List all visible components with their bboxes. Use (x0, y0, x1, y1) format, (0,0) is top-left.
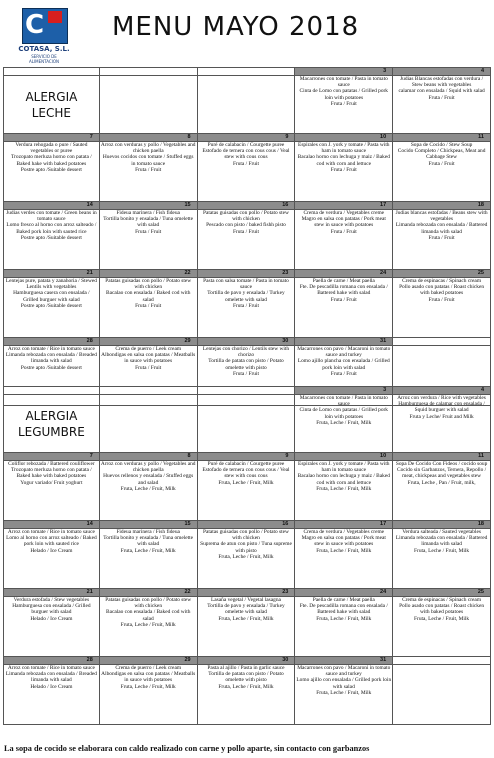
menu-dish-line: Patatas guisadas con pollo / Potato stew with chicken (203, 210, 289, 223)
day-number: 7 (4, 453, 100, 461)
menu-dish-line: Macarrones con pavo / Macaroni in tomato sauce and turkey (297, 346, 391, 359)
menu-dish-line: Fruta, Leche / Fruit, Milk (316, 615, 372, 622)
menu-dish-line: Judias verdes con tomate / Green beans in tomato sauce (6, 210, 97, 223)
day-number: 10 (295, 134, 393, 142)
menu-dish-line: Fruta / Fruit (428, 296, 455, 303)
menu-dish-line: Fruta / Fruit (135, 364, 162, 371)
menu-day-cell (393, 395, 491, 453)
menu-dish-line: Arroz con verdura / Rice with vegetables (397, 395, 486, 401)
day-number-row (4, 521, 491, 529)
menu-dish-line: Crema de verdura / Vegetables creme (303, 529, 385, 535)
day-number (393, 338, 491, 346)
menu-dish-line: Lentejas pure, patata y zanahoria / Stewed Lentils with vegetables (5, 278, 97, 291)
day-number: 10 (295, 453, 393, 461)
day-number: 16 (197, 202, 295, 210)
day-number (393, 657, 491, 665)
menu-dish-line: Fruta, Leche / Fruit, Milk (316, 689, 372, 696)
menu-dish-line: Fruta, Leche / Fruit, Milk (414, 615, 470, 622)
day-number-row (4, 387, 491, 395)
day-number: 29 (99, 338, 197, 346)
logo-letter: C (25, 10, 45, 40)
menu-dish-line: Huevos cocidos con tomate / Stuffed eggs in tomato sauce (102, 154, 194, 167)
menu-dish-line: Pollo asado con patatas / Roast chicken with baked potatoes (399, 284, 485, 297)
menu-day-cell (295, 210, 393, 270)
day-number: 9 (197, 134, 295, 142)
menu-dish-line: Puré de calabacin / Courgette puree (207, 142, 285, 148)
menu-dish-line: Trozopato merluza horno con patata / Baked hake with baked potatoes (10, 467, 92, 480)
menu-dish-line: Verdura rehogada o pure / Sauted vegetables or puree (15, 142, 88, 155)
menu-dish-line: Huevos rellenos y ensalada / Stuffed eggs and salad (103, 473, 194, 486)
menu-dish-line: Fruta / Fruit (428, 234, 455, 241)
menu-week-row (4, 461, 491, 521)
menu-dish-line: Albondigas en salsa con patatas / Meatballs in sauce with potatoes (101, 352, 196, 365)
menu-dish-line: Paella de carne / Meat paella (312, 597, 375, 603)
menu-dish-line: Fruta, Leche / Fruit, Milk (120, 485, 176, 492)
menu-day-cell (393, 597, 491, 657)
menu-dish-line: Fte. De pescadilla romana con ensalada / Battered hake with salad (299, 603, 388, 616)
day-number: 22 (99, 589, 197, 597)
menu-dish-line: Tortilla bonito y ensalada / Tuna omelette with salad (103, 535, 194, 548)
menu-dish-line: Fruta, Leche / Fruit, Milk (120, 621, 176, 628)
menu-day-cell (197, 278, 295, 338)
empty-day-header (4, 387, 100, 395)
menu-dish-line: Coliflor rebozada / Battered couliflower (8, 461, 95, 467)
menu-week-row (4, 529, 491, 589)
menu-dish-line: Tortilla de patata con pisto / Potato omelette with pisto (208, 671, 284, 684)
menu-dish-line: Fruta, Leche / Fruit, Milk (218, 479, 274, 486)
menu-header (0, 0, 494, 68)
day-number: 14 (4, 202, 100, 210)
day-number: 8 (99, 453, 197, 461)
menu-day-cell (197, 665, 295, 725)
day-number-row (4, 202, 491, 210)
day-number: 22 (99, 270, 197, 278)
menu-dish-line: Helado / Ice Cream (30, 547, 73, 554)
menu-dish-line: Crema de espinacas / Spinach cream (402, 278, 482, 284)
day-number: 7 (4, 134, 100, 142)
menu-dish-line: Sopa de Cocido / Stew Soup (410, 142, 473, 148)
menu-dish-line: Postre apto /Suitable dessert (20, 302, 82, 309)
day-number: 15 (99, 202, 197, 210)
day-number-row (4, 338, 491, 346)
day-number: 17 (295, 202, 393, 210)
menu-dish-line: Fruta, Leche / Fruit, Milk (218, 615, 274, 622)
menu-dish-line: Fruta / Fruit (330, 166, 357, 173)
menu-dish-line: Judias blancas estofadas / Beans stew with vegetables (395, 210, 488, 223)
menu-dish-line: Puré de calabacin / Courgette puree (207, 461, 285, 467)
menu-day-cell (4, 597, 100, 657)
empty-day-header (4, 68, 100, 76)
footer-note: La sopa de cocido se elaborara con caldo realizado con carne y pollo aparte, sin contacto con garbanzos (4, 744, 370, 753)
menu-day-cell (393, 461, 491, 521)
day-number: 30 (197, 657, 295, 665)
menu-dish-line: Lasaña vegetal / Vegetal lasagna (211, 597, 281, 603)
day-number: 21 (4, 270, 100, 278)
menu-dish-line: Limanda rebozada con ensalada / Breaded limanda with salad (5, 671, 97, 684)
menu-day-cell (4, 142, 100, 202)
menu-day-cell (295, 597, 393, 657)
day-number: 18 (393, 521, 491, 529)
cotasa-logo (16, 8, 72, 64)
menu-dish-line: Helado / Ice Cream (30, 615, 73, 622)
menu-dish-line: Cinta de Lomo con patatas / Grilled pork loin with potatoes (299, 407, 389, 420)
day-number-row (4, 134, 491, 142)
menu-dish-line: Arroz con tomate / Rice in tomato sauce (7, 529, 95, 535)
allergy-label-line: ALERGIA (25, 408, 78, 423)
menu-dish-line: Estofado de ternera con cous cous / Veal stew with cous cous (202, 148, 290, 161)
day-number: 4 (393, 387, 491, 395)
menu-dish-line: Crema de espinacas / Spinach cream (402, 597, 482, 603)
menu-dish-line: Magro en salsa con patatas / Pork meat stew in sauce with potatoes (301, 535, 386, 548)
menu-dish-line: Magro en salsa con patatas / Pork meat stew in sauce with potatoes (301, 216, 386, 229)
day-number-row (4, 589, 491, 597)
menu-dish-line: Patatas guisadas con pollo / Potato stew with chicken (105, 278, 192, 291)
menu-dish-line: Macarrones con pavo / Macaroni in tomato sauce and turkey (297, 665, 391, 678)
menu-day-cell (295, 461, 393, 521)
menu-dish-line: Limanda rebozada con ensalada / Battered limanda with salad (395, 535, 488, 548)
day-number: 31 (295, 338, 393, 346)
page-title: MENU MAYO 2018 (112, 12, 360, 42)
menu-dish-line: Fruta, Leche / Fruit, Milk (316, 485, 372, 492)
allergy-section-label (4, 395, 100, 453)
allergy-label-line: LEGUMBRE (17, 424, 85, 439)
menu-dish-line: Tortilla de patata con pisto / Potato omelette with pisto (208, 358, 284, 371)
allergy-section-label (4, 76, 100, 134)
menu-day-cell (99, 529, 197, 589)
menu-day-cell (99, 395, 197, 453)
day-number: 31 (295, 657, 393, 665)
empty-day-header (99, 68, 197, 76)
menu-week-row (4, 278, 491, 338)
menu-week-row (4, 142, 491, 202)
menu-day-cell (197, 597, 295, 657)
menu-dish-line: Judias Blancas estofadas con verdura / Stew beans with vegetables (400, 76, 484, 89)
menu-dish-line: Patatas guisadas con pollo / Potato stew with chicken (203, 529, 289, 542)
menu-table-alergia-leche (3, 67, 491, 406)
day-number: 17 (295, 521, 393, 529)
menu-dish-line: Cinta de Lomo con patatas / Grilled pork loin with potatoes (299, 88, 389, 101)
menu-dish-line: Limanda rebozada con ensalada / Battered limanda with salad (395, 222, 488, 235)
menu-dish-line: Tortilla de pavo y ensalada / Turkey omelette with salad (207, 603, 285, 616)
menu-dish-line: Espirales con J. york y tomate / Pasta with ham in tomato sauce (298, 461, 390, 474)
menu-dish-line: Bacalao con ensalada / Baked cod with salad (105, 609, 191, 622)
menu-dish-line: Tortilla de pavo y ensalada / Turkey omelette with salad (207, 290, 285, 303)
day-number-row (4, 68, 491, 76)
menu-dish-line: Macarrones con tomate / Pasta in tomato sauce (299, 76, 388, 89)
menu-dish-line: Cocido Completo / Chickpeas, Meat and Cabbage Stew (397, 148, 486, 161)
menu-dish-line: Arroz con verduras y pollo / Vegetables and chicken paella (100, 461, 196, 474)
menu-day-cell (197, 76, 295, 134)
menu-dish-line: Trozopato merluza horno con patata / Baked hake with baked potatoes (10, 154, 92, 167)
menu-dish-line: Fruta / Fruit (428, 94, 455, 101)
menu-dish-line: Verdura salteada / Sauted vegetables (402, 529, 481, 535)
menu-day-cell (4, 529, 100, 589)
menu-day-cell (295, 278, 393, 338)
day-number: 24 (295, 589, 393, 597)
day-number-row (4, 657, 491, 665)
menu-dish-line: Hamburguesa casera con ensalada / Grilled burguer with salad (13, 290, 90, 303)
menu-dish-line: Helado / Ice Cream (30, 683, 73, 690)
menu-dish-line: Arroz con verduras y pollo / Vegetables and chicken paella (100, 142, 196, 155)
menu-dish-line: Hamburguesa con ensalada / Grilled burguer with salad (12, 603, 91, 616)
menu-dish-line: Crema de puerro / Leek cream (115, 665, 182, 671)
menu-dish-line: Fruta / Fruit (135, 166, 162, 173)
menu-day-cell (197, 461, 295, 521)
menu-dish-line: Hamburguesa de calamar con ensalada / Squid burguer with salad (398, 401, 485, 414)
menu-week-row (4, 395, 491, 453)
menu-dish-line: Yogur variado/ Fruit yoghurt (20, 479, 83, 486)
menu-dish-line: Cocido sin Garbanzos, Ternera, Repollo / meat, chickpeas and vegetables stew (396, 467, 487, 480)
day-number: 25 (393, 589, 491, 597)
menu-week-row (4, 210, 491, 270)
menu-day-cell (197, 529, 295, 589)
menu-table-alergia-legumbre (3, 386, 491, 725)
menu-day-cell (99, 142, 197, 202)
menu-dish-line: Fruta / Fruit (232, 370, 259, 377)
menu-day-cell (295, 665, 393, 725)
menu-dish-line: Pollo asado con patatas / Roast chicken with baked potatoes (399, 603, 485, 616)
day-number: 15 (99, 521, 197, 529)
menu-dish-line: Fruta, Leche / Fruit, Milk (218, 683, 274, 690)
menu-day-cell (4, 210, 100, 270)
menu-dish-line: Pescado con pisto / baked fishh pisto (206, 222, 286, 229)
menu-day-cell (99, 461, 197, 521)
menu-dish-line: Fideua marinera / Fish fideua (116, 529, 180, 535)
menu-dish-line: Fruta, Leche / Fruit, Milk (414, 547, 470, 554)
menu-dish-line: Verdura estofada / Stew vegetables (13, 597, 90, 603)
menu-dish-line: Fruta y Leche/ Fruit and Milk (409, 413, 474, 420)
day-number: 8 (99, 134, 197, 142)
day-number: 25 (393, 270, 491, 278)
day-number: 24 (295, 270, 393, 278)
menu-dish-line: Fruta / Fruit (330, 296, 357, 303)
menu-dish-line: Fruta, Leche , Pan / Fruit, milk, (407, 479, 476, 486)
menu-day-cell (393, 529, 491, 589)
day-number: 3 (295, 387, 393, 395)
menu-day-cell (99, 665, 197, 725)
menu-dish-line: Postre apto /Suitable dessert (20, 234, 82, 241)
menu-day-cell (393, 76, 491, 134)
menu-dish-line: Fruta / Fruit (232, 302, 259, 309)
menu-day-cell (99, 597, 197, 657)
menu-dish-line: Fideua marinera / Fish fideua (116, 210, 180, 216)
menu-dish-line: Lomo al horno con arroz salteado / Baked pork loin with sauted rice (6, 535, 97, 548)
day-number: 23 (197, 270, 295, 278)
menu-dish-line: Fruta / Fruit (232, 228, 259, 235)
menu-day-cell (197, 395, 295, 453)
menu-dish-line: Pasta con salsa tomate / Pasta in tomato sauce (203, 278, 289, 291)
day-number: 11 (393, 134, 491, 142)
menu-dish-line: Crema de verdura / Vegetables creme (303, 210, 385, 216)
day-number: 16 (197, 521, 295, 529)
day-number-row (4, 270, 491, 278)
menu-dish-line: Fruta / Fruit (135, 228, 162, 235)
menu-dish-line: Tortilla bonito y ensalada / Tuna omelette with salad (103, 216, 194, 229)
menu-dish-line: Crema de puerro / Leek cream (115, 346, 182, 352)
menu-day-cell (295, 529, 393, 589)
day-number: 23 (197, 589, 295, 597)
menu-dish-line: Postre apto /Suitable dessert (20, 166, 82, 173)
menu-dish-line: Fruta / Fruit (330, 228, 357, 235)
menu-dish-line: Lomo fresco al horno con arroz salteado / Baked pork loin with sauted rice (6, 222, 97, 235)
menu-dish-line: Bacalao horno con lechuga y maiz / Baked cod with corn and lettuce (297, 154, 390, 167)
day-number: 28 (4, 338, 100, 346)
menu-dish-line: Sopa De Cocido Con Fideos / cocido soup (395, 461, 488, 467)
menu-day-cell (197, 142, 295, 202)
logo-company-name: COTASA, S.L. (18, 45, 70, 53)
menu-day-cell (197, 210, 295, 270)
menu-day-cell (99, 278, 197, 338)
empty-day-header (99, 387, 197, 395)
empty-day-header (197, 387, 295, 395)
menu-dish-line: Patatas guisadas con pollo / Potato stew with chicken (105, 597, 192, 610)
menu-dish-line: Albondigas en salsa con patatas / Meatballs in sauce with potatoes (101, 671, 196, 684)
menu-day-cell (295, 395, 393, 453)
menu-dish-line: Fruta / Fruit (232, 160, 259, 167)
day-number: 28 (4, 657, 100, 665)
menu-dish-line: Lomo ajillo con ensalada / Grilled pork loin with salad (296, 677, 392, 690)
day-number: 11 (393, 453, 491, 461)
menu-dish-line: Paella de carne / Meat paella (312, 278, 375, 284)
day-number: 18 (393, 202, 491, 210)
day-number: 9 (197, 453, 295, 461)
menu-day-cell (393, 665, 491, 725)
menu-dish-line: Fruta / Fruit (330, 370, 357, 377)
menu-dish-line: Arroz con tomate / Rice in tomato sauce (7, 665, 95, 671)
menu-dish-line: Fruta / Fruit (135, 302, 162, 309)
empty-day-header (197, 68, 295, 76)
menu-dish-line: calamar con ensalada / Squid with salad (398, 88, 485, 95)
day-number: 14 (4, 521, 100, 529)
menu-day-cell (393, 278, 491, 338)
menu-day-cell (295, 142, 393, 202)
menu-week-row (4, 665, 491, 725)
menu-dish-line: Fruta, Leche / Fruit, Milk (120, 683, 176, 690)
menu-day-cell (295, 76, 393, 134)
menu-dish-line: Macarrones con tomate / Pasta in tomato sauce (299, 395, 388, 408)
menu-week-row (4, 76, 491, 134)
menu-dish-line: Fruta, Leche / Fruit, Milk (316, 547, 372, 554)
menu-dish-line: Estofado de ternera con cous cous / Veal stew with cous cous (202, 467, 290, 480)
menu-dish-line: Fruta / Fruit (428, 160, 455, 167)
menu-week-row (4, 597, 491, 657)
menu-dish-line: Fte. De pescadilla romana con ensalada / Battered hake with salad (299, 284, 388, 297)
logo-subtitle: SERVICIO DE ALIMENTACION (28, 54, 60, 64)
menu-day-cell (99, 210, 197, 270)
day-number: 4 (393, 68, 491, 76)
logo-red-mark (48, 11, 62, 23)
menu-dish-line: Arroz con tomate / Rice in tomato sauce (7, 346, 95, 352)
allergy-label-line: ALERGIA (25, 89, 78, 104)
day-number: 3 (295, 68, 393, 76)
menu-dish-line: Fruta, Leche / Fruit, Milk (218, 553, 274, 560)
menu-dish-line: Pasta al ajillo / Pasta in garlic sauce (207, 665, 285, 671)
menu-day-cell (4, 278, 100, 338)
allergy-label-line: LECHE (31, 105, 72, 120)
day-number: 30 (197, 338, 295, 346)
menu-day-cell (4, 665, 100, 725)
menu-dish-line: Postre apto /Suitable dessert (20, 364, 82, 371)
menu-dish-line: Limanda rebozada con ensalada / Breaded limanda with salad (5, 352, 97, 365)
menu-dish-line: Suprema de atun con pisto / Tuna supreme with pisto (200, 541, 292, 554)
day-number: 29 (99, 657, 197, 665)
menu-dish-line: Fruta / Fruit (330, 100, 357, 107)
menu-day-cell (4, 461, 100, 521)
menu-day-cell (393, 210, 491, 270)
menu-dish-line: Fruta, Leche / Fruit, Milk (316, 419, 372, 426)
day-number: 21 (4, 589, 100, 597)
menu-day-cell (99, 76, 197, 134)
day-number-row (4, 453, 491, 461)
menu-dish-line: Lomo ajillo plancha con ensalada / Grilled pork loin with salad (297, 358, 390, 371)
menu-dish-line: Bacalao con ensalada / Baked cod with salad (105, 290, 191, 303)
menu-day-cell (393, 142, 491, 202)
menu-dish-line: Fruta, Leche / Fruit, Milk (120, 547, 176, 554)
menu-dish-line: Lentejas con chorizo / Lentils stew with chorizo (202, 346, 290, 359)
menu-dish-line: Bacalao horno con lechuga y maiz / Baked cod with corn and lettuce (297, 473, 390, 486)
menu-dish-line: Espirales con J. york y tomate / Pasta with ham in tomato sauce (298, 142, 390, 155)
